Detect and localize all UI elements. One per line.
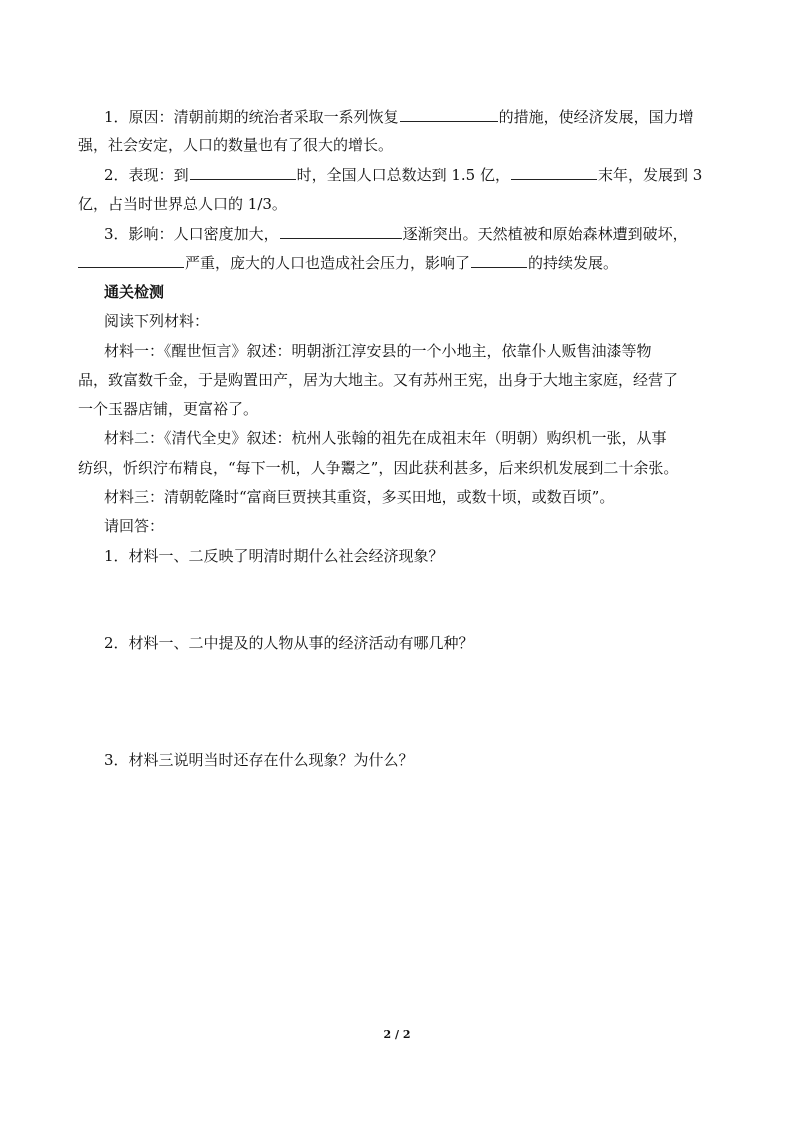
item-text: 到: [173, 166, 189, 184]
item-2-line-2: [78, 194, 287, 214]
answer-blank[interactable]: [190, 164, 296, 180]
answer-prompt: 请回答：: [104, 517, 165, 535]
question-1: 1．材料一、二反映了明清时期什么社会经济现象？: [104, 547, 444, 565]
item-text: 亿，占当时世界总人口的 1/3。: [78, 195, 287, 213]
item-text: 人口密度加大，: [173, 225, 279, 243]
answer-blank[interactable]: [280, 223, 402, 239]
material-3-line: 材料三：清朝乾隆时“富商巨贾挟其重资，多买田地，或数十顷，或数百顷”。: [104, 488, 615, 506]
item-text: 的措施，使经济发展，国力增: [498, 108, 694, 126]
item-3-line-1: [104, 223, 688, 244]
answer-blank[interactable]: [471, 252, 527, 268]
item-text: 末年，发展到 3: [597, 166, 703, 184]
item-number: 1．: [104, 108, 129, 126]
item-text: 强，社会安定，人口的数量也有了很大的增长。: [78, 136, 394, 154]
question-3: 3．材料三说明当时还存在什么现象？为什么？: [104, 751, 414, 769]
material-2-line-2: 纺织，忻织泞布精良，“每下一机，人争鬻之”，因此获利甚多，后来织机发展到二十余张。: [78, 459, 679, 477]
answer-blank[interactable]: [511, 164, 597, 180]
page-number: 2 / 2: [383, 1028, 411, 1041]
item-text: 时，全国人口总数达到 1.5 亿，: [296, 166, 510, 184]
item-1-line-2: [78, 135, 393, 155]
material-1-line-1: 材料一：《醒世恒言》叙述：明朝浙江淳安县的一个小地主，依靠仆人贩售油漆等物: [104, 342, 652, 360]
section-heading: 通关检测: [104, 283, 165, 301]
material-2-line-1: 材料二：《清代全史》叙述：杭州人张翰的祖先在成祖末年（明朝）购织机一张，从事: [104, 429, 667, 447]
item-number: 2．: [104, 166, 129, 184]
item-3-line-2: [78, 252, 618, 273]
material-1-line-3: 一个玉器店铺，更富裕了。: [78, 400, 259, 418]
question-2: 2．材料一、二中提及的人物从事的经济活动有哪几种？: [104, 634, 474, 652]
answer-blank[interactable]: [400, 106, 498, 122]
item-label: 原因：: [128, 108, 174, 126]
material-1-line-2: 品，致富数千金，于是购置田产，居为大地主。又有苏州王宪，出身于大地主家庭，经营了: [78, 371, 679, 389]
item-label: 影响：: [128, 225, 174, 243]
item-text: 的持续发展。: [528, 254, 619, 272]
item-2-line-1: [104, 164, 702, 185]
item-number: 3．: [104, 225, 129, 243]
item-label: 表现：: [128, 166, 174, 184]
item-text: 清朝前期的统治者采取一系列恢复: [173, 108, 399, 126]
item-text: 逐渐突出。天然植被和原始森林遭到破坏，: [402, 225, 688, 243]
item-1-line-1: [104, 106, 694, 127]
answer-blank[interactable]: [78, 252, 184, 268]
item-text: 严重，庞大的人口也造成社会压力，影响了: [185, 254, 471, 272]
intro-text: 阅读下列材料：: [104, 312, 210, 330]
